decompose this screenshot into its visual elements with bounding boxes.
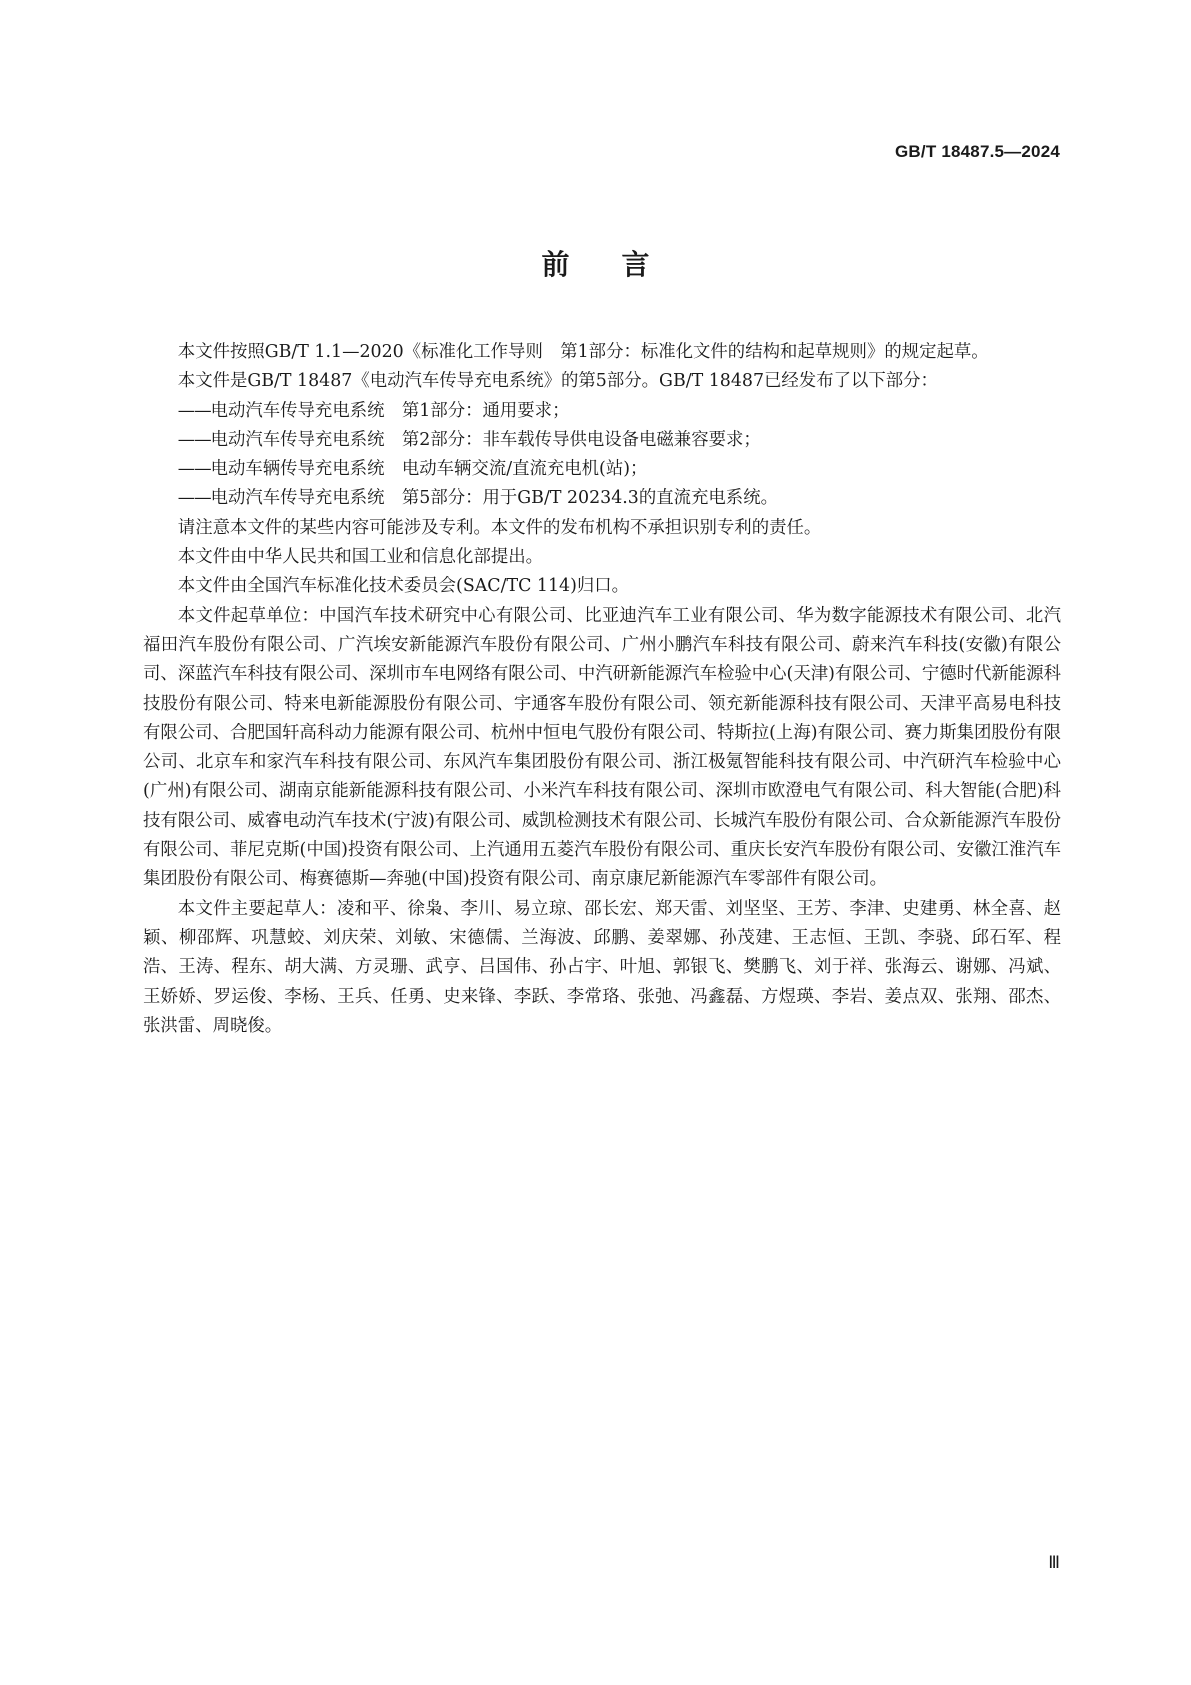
paragraph-main-drafters: 本文件主要起草人：凌和平、徐枭、李川、易立琼、邵长宏、郑天雷、刘坚坚、王芳、李津、史建勇、林全喜、赵颖、柳邵辉、巩慧蛟、刘庆荣、刘敏、宋德儒、兰海波、邱鹏、姜翠娜、孙茂建、王志恒、王凯、李骁、邱石军、程浩、王涛、程东、胡大满、方灵珊、武亨、吕国伟、孙占宇、叶旭、郭银飞、樊鹏飞、刘于祥、张海云、谢娜、冯斌、王娇娇、罗运俊、李杨、王兵、任勇、史来锋、李跃、李常珞、张弛、冯鑫磊、方煜瑛、李岩、姜点双、张翔、邵杰、张洪雷、周晓俊。 xyxy=(143,898,1061,1036)
list-item xyxy=(143,455,1061,484)
paragraph-centralized-by: 本文件由全国汽车标准化技术委员会(SAC/TC 114)归口。 xyxy=(177,576,630,597)
list-item-text: 电动汽车传导充电系统 第5部分：用于GB/T 20234.3的直流充电系统。 xyxy=(210,488,778,509)
list-dash: —— xyxy=(177,488,211,509)
list-item-text: 电动汽车传导充电系统 第2部分：非车载传导供电设备电磁兼容要求； xyxy=(210,429,761,450)
paragraph-drafting-rules: 本文件按照GB/T 1.1—2020《标准化工作导则 第1部分：标准化文件的结构和起草规则》的规定起草。 xyxy=(177,342,989,362)
published-parts-list xyxy=(143,397,1061,514)
list-dash: —— xyxy=(177,400,211,421)
paragraph-series-intro: 本文件是GB/T 18487《电动汽车传导充电系统》的第5部分。GB/T 18487已经发布了以下部分： xyxy=(177,371,938,392)
paragraph-proposed-by: 本文件由中华人民共和国工业和信息化部提出。 xyxy=(177,547,544,568)
page-number: Ⅲ xyxy=(1048,1553,1060,1572)
page-title: 前言 xyxy=(541,248,702,281)
list-item-text: 电动车辆传导充电系统 电动车辆交流/直流充电机(站)； xyxy=(210,459,648,480)
standard-code: GB/T 18487.5—2024 xyxy=(895,142,1060,161)
list-item-text: 电动汽车传导充电系统 第1部分：通用要求； xyxy=(210,400,570,421)
foreword-body xyxy=(143,338,1061,1041)
paragraph-drafting-organizations: 本文件起草单位：中国汽车技术研究中心有限公司、比亚迪汽车工业有限公司、华为数字能源技术有限公司、北汽福田汽车股份有限公司、广汽埃安新能源汽车股份有限公司、广州小鹏汽车科技有限公司、蔚来汽车科技(安徽)有限公司、深蓝汽车科技有限公司、深圳市车电网络有限公司、中汽研新能源汽车检验中心(天津)有限公司、宁德时代新能源科技股份有限公司、特来电新能源股份有限公司、宇通客车股份有限公司、领充新能源科技有限公司、天津平高易电科技有限公司、合肥国轩高科动力能源有限公司、杭州中恒电气股份有限公司、特斯拉(上海)有限公司、赛力斯集团股份有限公司、北京车和家汽车科技有限公司、东风汽车集团股份有限公司、浙江极氪智能科技有限公司、中汽研汽车检验中心(广州)有限公司、湖南京能新能源科技有限公司、小米汽车科技有限公司、深圳市欧澄电气有限公司、科大智能(合肥)科技有限公司、威睿电动汽车技术(宁波)有限公司、威凯检测技术有限公司、长城汽车股份有限公司、合众新能源汽车股份有限公司、菲尼克斯(中国)投资有限公司、上汽通用五菱汽车股份有限公司、重庆长安汽车股份有限公司、安徽江淮汽车集团股份有限公司、梅赛德斯—奔驰(中国)投资有限公司、南京康尼新能源汽车零部件有限公司。 xyxy=(143,605,1061,890)
list-item xyxy=(143,484,1061,513)
list-dash: —— xyxy=(177,459,211,480)
list-item xyxy=(143,397,1061,426)
list-item xyxy=(143,426,1061,455)
list-dash: —— xyxy=(177,429,211,450)
paragraph-patent-notice: 请注意本文件的某些内容可能涉及专利。本文件的发布机构不承担识别专利的责任。 xyxy=(177,517,822,538)
